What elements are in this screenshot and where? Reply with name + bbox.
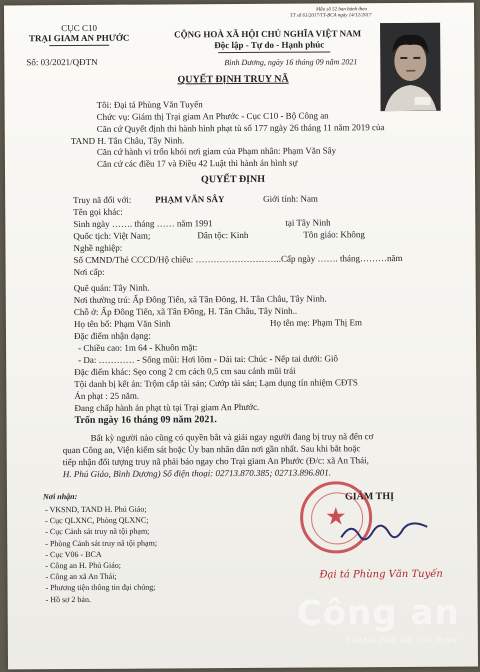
signature-role: GIÁM THỊ	[344, 491, 395, 503]
subject-serving: Đang chấp hành án phạt tù tại Trại giam An Phước.	[74, 401, 260, 414]
recipient-item: - Hồ sơ 2 bản.	[45, 594, 91, 604]
recipient-item: - Cục V06 - BCA	[45, 549, 102, 560]
portrait-photo	[380, 23, 441, 111]
subject-id-number: Số CMND/Thẻ CCCD/Hộ chiếu: ………………………..Cấp ngày ……. tháng………năm	[73, 253, 403, 266]
subject-mother: Họ tên mẹ: Phạm Thị Em	[269, 317, 363, 328]
issuer-line-4: TAND H. Tân Châu, Tây Ninh.	[70, 135, 185, 147]
subject-ethnicity: Dân tộc: Kinh	[197, 229, 249, 241]
subject-features-heading: Đặc điểm nhận dạng:	[73, 330, 151, 342]
subject-residence: Nơi thường trú: Ấp Đông Tiến, xã Tân Đông, H. Tân Châu, Tây Ninh.	[73, 293, 327, 306]
subject-alias: Tên gọi khác:	[73, 206, 123, 218]
recipients-heading: Nơi nhận:	[42, 492, 78, 502]
document-title: QUYẾT ĐỊNH TRUY NÃ	[177, 73, 289, 86]
subject-other-features: Đặc điểm khác: Sẹo cong 2 cm cách 0,5 cm sau cánh mũi trái	[74, 365, 296, 378]
subject-skin-nose-ears: - Da: ………… - Sống mũi: Hơi lõm - Dái tai: Chúc - Nếp tai dưới: Giô	[78, 353, 339, 365]
recipient-item: - Công an xã An Thái;	[45, 571, 117, 582]
subject-name: PHẠM VĂN SÂY	[155, 194, 225, 205]
recipient-item: - Công an H. Phú Giáo;	[45, 560, 121, 571]
subject-father: Họ tên bố: Phạm Văn Sinh	[73, 318, 171, 330]
form-note-1: Mẫu số 52 ban hành theo	[315, 7, 368, 13]
subject-label: Truy nã đối với:	[73, 194, 132, 206]
recipient-item: - Cục QLXNC, Phòng QLXNC;	[45, 515, 149, 526]
recipient-item: - Phương tiện thông tin đại chúng;	[45, 582, 156, 593]
subject-convictions: Tội danh bị kết án: Trộm cắp tài sản; Cướp tài sản; Lạm dụng tín nhiệm CĐTS	[74, 377, 358, 390]
motto-underline	[218, 51, 330, 53]
nation-name: CỘNG HOÀ XÃ HỘI CHỦ NGHĨA VIỆT NAM	[174, 28, 362, 40]
subject-hometown: Quê quán: Tây Ninh.	[73, 282, 150, 294]
subject-gender: Giới tính: Nam	[263, 193, 318, 204]
recipient-item: - Cục Cảnh sát truy nã tội phạm;	[45, 526, 150, 537]
subject-height: - Chiều cao: 1m 64 - Khuôn mặt:	[78, 342, 198, 353]
subject-occupation: Nghề nghiệp:	[73, 242, 123, 254]
issuer-line-1: Tôi: Đại tá Phùng Văn Tuyến	[96, 99, 203, 110]
subject-nationality: Quốc tịch: Việt Nam;	[73, 230, 151, 242]
notice-line-4: H. Phú Giáo, Bình Dương) Số điện thoại: 02713.870.385; 02713.896.801.	[62, 467, 332, 480]
issuer-line-3: Căn cứ Quyết định thi hành hình phạt tù số 177 ngày 26 tháng 11 năm 2019 của	[96, 122, 385, 134]
notice-line-1: Bất kỳ người nào cũng có quyền bắt và giải ngay người đang bị truy nã đến cơ	[90, 431, 374, 443]
seal-star-icon: ★	[325, 504, 347, 531]
recipient-item: - VKSND, TAND H. Phú Giáo;	[45, 504, 147, 515]
watermark-sub: THÀNH PHỐ HỒ CHÍ MINH	[346, 636, 458, 646]
agency-underline	[49, 45, 109, 46]
document-number: Số: 03/2021/QĐTN	[26, 56, 98, 68]
issuer-line-2: Chức vụ: Giám thị Trại giam An Phước - Cục C10 - Bộ Công an	[96, 110, 329, 122]
handwritten-signature-icon	[337, 513, 433, 550]
signer-name: Đại tá Phùng Văn Tuyến	[319, 568, 443, 581]
subject-id-issuer: Nơi cấp:	[73, 266, 105, 278]
place-date: Bình Dương, ngày 16 tháng 09 năm 2021	[224, 57, 358, 68]
subject-sentence: Án phạt : 25 năm.	[74, 390, 140, 402]
recipients-list	[45, 504, 157, 606]
watermark-logo: Công an	[296, 592, 460, 634]
agency-name: TRẠI GIAM AN PHƯỚC	[28, 32, 130, 44]
notice-line-2: quan Công an, Viện kiểm sát hoặc Ủy ban nhân dân nơi gần nhất. Sau khi bắt hoặc	[62, 443, 361, 456]
agency-top: CỤC C10	[61, 22, 98, 34]
wanted-notice-document	[4, 3, 478, 670]
subject-religion: Tôn giáo: Không	[303, 229, 365, 240]
recipient-item: - Phòng Cảnh sát truy nã tội phạm;	[45, 538, 158, 548]
subject-birthplace: tại Tây Ninh	[285, 217, 331, 228]
notice-line-3: tiếp nhận đối tượng truy nã phải báo ngay cho Trại giam An Phước (Đ/c: xã An Thái,	[62, 455, 369, 468]
decision-heading: QUYẾT ĐỊNH	[201, 173, 266, 186]
portrait-icon	[380, 23, 441, 111]
subject-birth: Sinh ngày ……. tháng …… năm 1991	[73, 218, 213, 230]
escape-date: Trốn ngày 16 tháng 09 năm 2021.	[74, 414, 217, 427]
issuer-line-5: Căn cứ hành vi trốn khỏi nơi giam của Phạm nhân: Phạm Văn Sây	[96, 145, 337, 157]
subject-address: Chỗ ở: Ấp Đông Tiến, xã Tân Đông, H. Tân Châu, Tây Ninh..	[73, 305, 298, 318]
form-note-2: TT số 61/2017/TT-BCA ngày 14/12/2017	[290, 13, 372, 19]
motto: Độc lập - Tự do - Hạnh phúc	[214, 39, 325, 51]
issuer-line-6: Căn cứ các điều 17 và Điều 42 Luật thi hành án hình sự	[96, 157, 298, 169]
